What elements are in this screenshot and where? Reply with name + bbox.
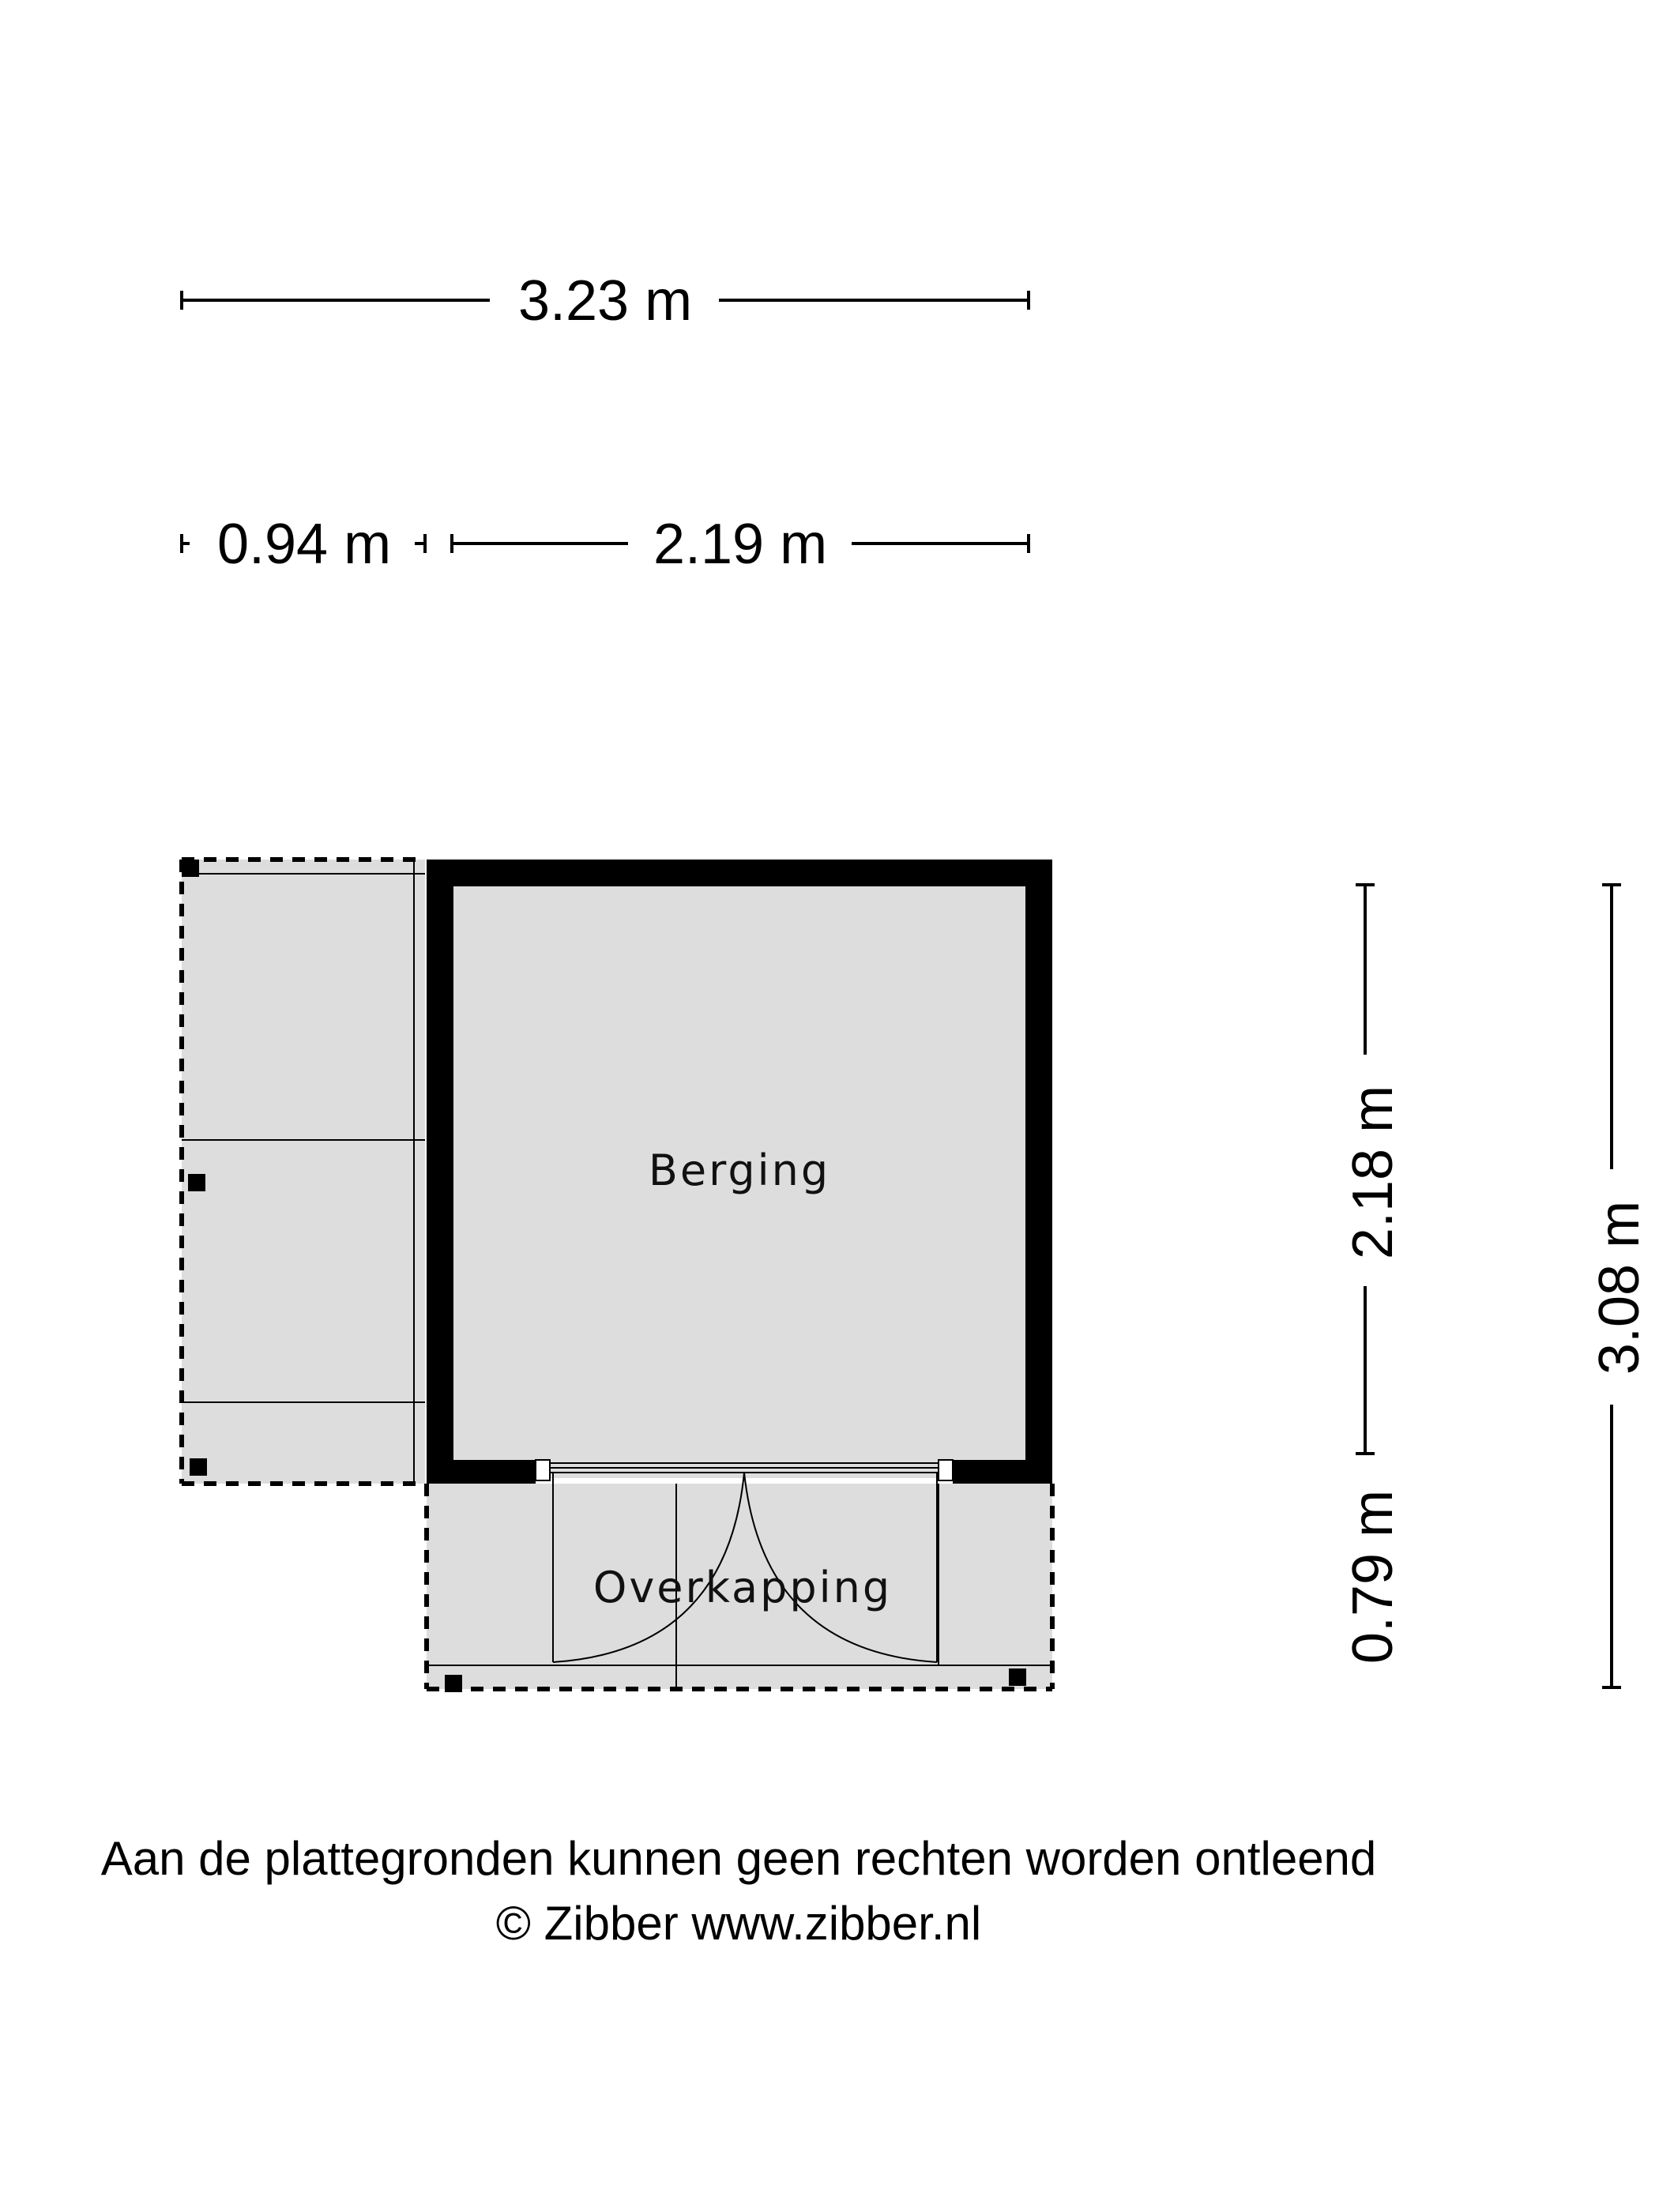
left-width-label: 0.94 m [216,513,392,576]
copyright-text: © Zibber www.zibber.nl [495,1897,982,1950]
dimension-total-depth [1588,885,1651,1687]
dimension-split-width [182,513,1029,576]
dimension-split-depth [1341,885,1405,1664]
wall-left [427,860,453,1484]
total-depth-label: 3.08 m [1588,1200,1651,1375]
room-depth-label: 2.18 m [1341,1085,1405,1260]
room-label-canopy: Overkapping [592,1563,893,1612]
post-icon [445,1675,462,1692]
post-icon [1009,1668,1026,1686]
side-canopy [182,860,425,1484]
canopy-depth-label: 0.79 m [1341,1489,1405,1665]
wall-right [1025,860,1052,1484]
wall-bottom-right [953,1460,1052,1484]
wall-bottom-left [427,1460,536,1484]
post-icon [188,1174,205,1191]
total-width-label: 3.23 m [517,269,693,333]
dimension-total-width [182,269,1029,333]
post-icon [190,1458,207,1476]
wall-top [427,860,1052,886]
right-width-label: 2.19 m [653,513,828,576]
room-label-storage: Berging [648,1146,831,1195]
disclaimer-text: Aan de plattegronden kunnen geen rechten worden ontleend [100,1832,1377,1885]
post-icon [182,860,199,877]
